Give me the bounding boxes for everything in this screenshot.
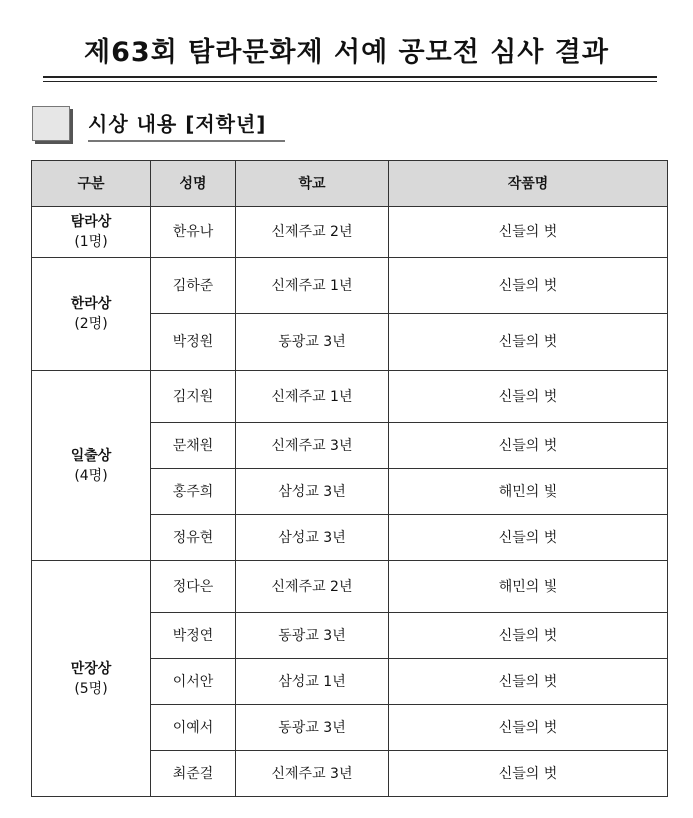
school-grade: 신제주교 3년 [236,751,389,797]
work-title: 신들의 벗 [389,371,668,423]
award-count: (1명) [74,234,108,250]
header-row [32,161,668,207]
school-grade: 삼성교 1년 [236,659,389,705]
work-title: 신들의 벗 [389,705,668,751]
section-underline [88,140,285,142]
table-row [32,207,668,258]
award-count: (2명) [74,316,108,332]
school-grade: 신제주교 2년 [236,561,389,613]
student-name: 문채원 [151,423,236,469]
title-rule-thin [43,81,657,82]
work-title: 해민의 빛 [389,469,668,515]
section-marker-box [32,106,70,141]
student-name: 한유나 [151,207,236,258]
award-name: 한라상 [70,296,112,312]
work-title: 신들의 벗 [389,314,668,371]
school-grade: 동광교 3년 [236,314,389,371]
award-count: (5명) [74,680,108,697]
award-cell [32,207,151,258]
student-name: 박정연 [151,613,236,659]
results-table [31,160,668,797]
header-work: 작품명 [389,161,668,207]
award-cell [32,258,151,371]
school-grade: 삼성교 3년 [236,515,389,561]
title-rule-thick [43,76,657,78]
school-grade: 동광교 3년 [236,705,389,751]
school-grade: 동광교 3년 [236,613,389,659]
student-name: 홍주희 [151,469,236,515]
student-name: 김하준 [151,258,236,314]
table-row [32,258,668,314]
work-title: 신들의 벗 [389,613,668,659]
student-name: 정유현 [151,515,236,561]
header-name: 성명 [151,161,236,207]
header-category: 구분 [32,161,151,207]
student-name: 이예서 [151,705,236,751]
work-title: 신들의 벗 [389,659,668,705]
student-name: 최준걸 [151,751,236,797]
student-name: 박정원 [151,314,236,371]
school-grade: 삼성교 3년 [236,469,389,515]
award-name: 탐라상 [70,214,112,230]
section-title: 시상 내용 [저학년] [88,112,267,136]
award-cell [32,561,151,797]
header-school: 학교 [236,161,389,207]
work-title: 신들의 벗 [389,515,668,561]
student-name: 김지원 [151,371,236,423]
school-grade: 신제주교 3년 [236,423,389,469]
work-title: 신들의 벗 [389,751,668,797]
student-name: 정다은 [151,561,236,613]
work-title: 신들의 벗 [389,207,668,258]
school-grade: 신제주교 1년 [236,258,389,314]
work-title: 해민의 빛 [389,561,668,613]
work-title: 신들의 벗 [389,423,668,469]
work-title: 신들의 벗 [389,258,668,314]
school-grade: 신제주교 1년 [236,371,389,423]
table-row [32,371,668,423]
award-cell [32,371,151,561]
document-title: 제63회 탐라문화제 서예 공모전 심사 결과 [84,37,609,68]
award-name: 일출상 [70,447,112,464]
award-name: 만장상 [70,660,112,677]
student-name: 이서안 [151,659,236,705]
table-row [32,561,668,613]
award-count: (4명) [74,467,108,484]
school-grade: 신제주교 2년 [236,207,389,258]
